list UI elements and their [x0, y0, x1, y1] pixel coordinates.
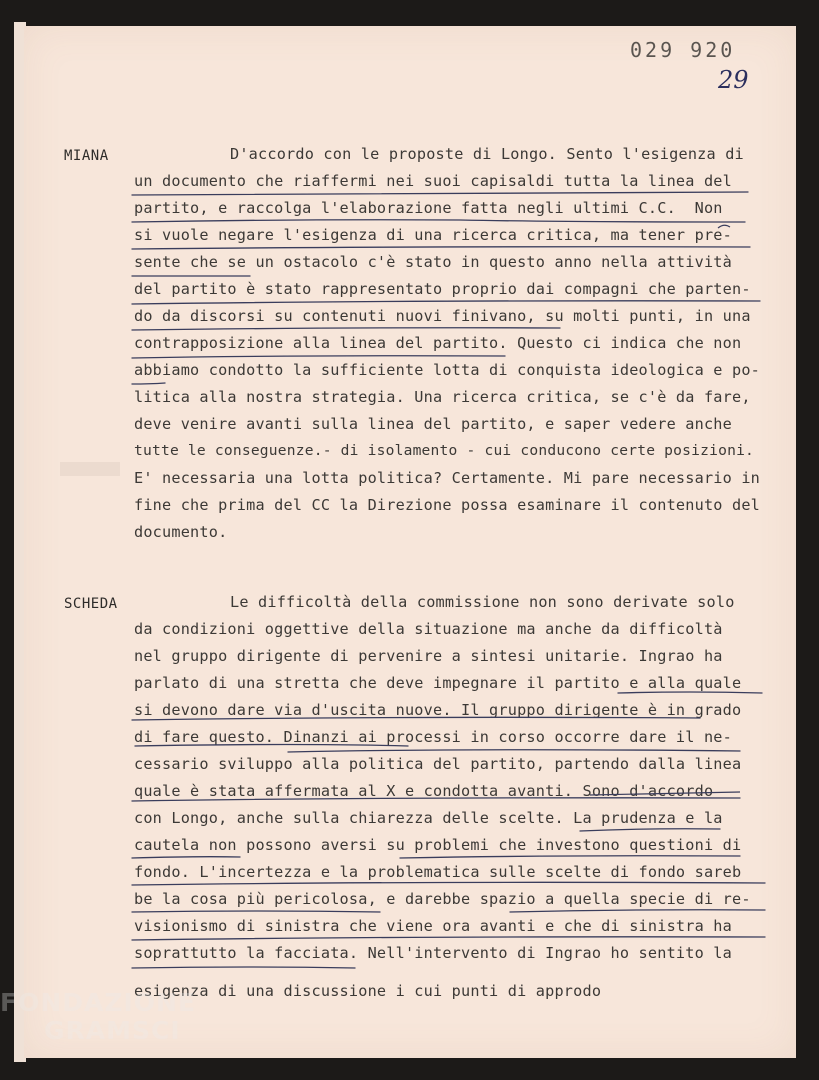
text-line: si devono dare via d'uscita nuove. Il gruppo dirigente è in grado — [134, 701, 742, 719]
text-line: D'accordo con le proposte di Longo. Sento l'esigenza di — [230, 145, 744, 163]
watermark-logo: FONDAZIONE — [0, 988, 197, 1017]
text-line: visionismo di sinistra che viene ora avanti e che di sinistra ha — [134, 917, 732, 935]
text-line: tutte le conseguenze.- di isolamento - cui conducono certe posizioni. — [134, 442, 755, 459]
text-line: abbiamo condotto la sufficiente lotta di conquista ideologica e po- — [134, 361, 761, 379]
text-line: partito, e raccolga l'elaborazione fatta negli ultimi C.C. Non — [134, 199, 723, 217]
speaker-label: MIANA — [64, 148, 109, 164]
text-line: quale è stata affermata al X e condotta avanti. Sono d'accordo — [134, 782, 714, 800]
bleed-through-text — [60, 462, 120, 476]
text-line: si vuole negare l'esigenza di una ricerca critica, ma tener pre- — [134, 226, 732, 244]
text-line: documento. — [134, 523, 228, 541]
text-line: sente che se un ostacolo c'è stato in questo anno nella attività — [134, 253, 732, 271]
text-line: Le difficoltà della commissione non sono derivate solo — [230, 593, 735, 611]
text-line: litica alla nostra strategia. Una ricerca critica, se c'è da fare, — [134, 388, 751, 406]
text-line: do da discorsi su contenuti nuovi finivano, su molti punti, in una — [134, 307, 751, 325]
speaker-label: SCHEDA — [64, 596, 118, 612]
text-line: cautela non possono aversi su problemi che investono questioni di — [134, 836, 742, 854]
text-line: con Longo, anche sulla chiarezza delle scelte. La prudenza e la — [134, 809, 723, 827]
text-line: un documento che riaffermi nei suoi capisaldi tutta la linea del — [134, 172, 732, 190]
text-line: soprattutto la facciata. Nell'intervento di Ingrao ho sentito la — [134, 944, 732, 962]
text-line: esigenza di una discussione i cui punti di approdo — [134, 982, 602, 1000]
text-line: nel gruppo dirigente di pervenire a sintesi unitarie. Ingrao ha — [134, 647, 723, 665]
handwritten-page-number: 29 — [718, 66, 749, 94]
text-line: be la cosa più pericolosa, e darebbe spazio a quella specie di re- — [134, 890, 751, 908]
text-line: fine che prima del CC la Direzione possa esaminare il contenuto del — [134, 496, 761, 514]
text-line: di fare questo. Dinanzi ai processi in corso occorre dare il ne- — [134, 728, 732, 746]
text-line: E' necessaria una lotta politica? Certamente. Mi pare necessario in — [134, 469, 761, 487]
archive-number: 029 920 — [630, 38, 736, 62]
text-line: cessario sviluppo alla politica del partito, partendo dalla linea — [134, 755, 742, 773]
text-line: fondo. L'incertezza e la problematica sulle scelte di fondo sareb — [134, 863, 742, 881]
text-line: parlato di una stretta che deve impegnare il partito e alla quale — [134, 674, 742, 692]
text-line: deve venire avanti sulla linea del partito, e saper vedere anche — [134, 415, 732, 433]
watermark-logo: GRAMSCI — [44, 1016, 181, 1045]
text-line: da condizioni oggettive della situazione ma anche da difficoltà — [134, 620, 723, 638]
text-line: contrapposizione alla linea del partito. Questo ci indica che non — [134, 334, 742, 352]
text-line: del partito è stato rappresentato proprio dai compagni che parten- — [134, 280, 751, 298]
